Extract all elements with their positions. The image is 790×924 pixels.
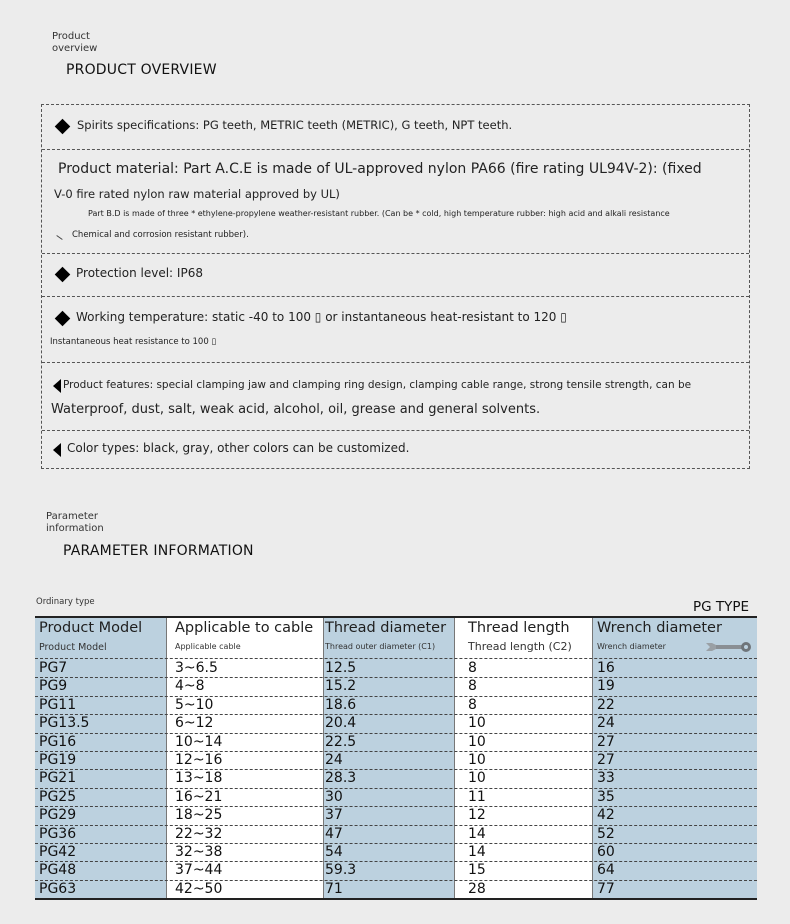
overview-divider	[42, 430, 749, 431]
row-divider	[35, 806, 757, 807]
subheader-wrench-diameter: Wrench diameter	[597, 642, 666, 651]
cell-wrench-diameter: 60	[597, 844, 615, 860]
cell-cable: 37~44	[175, 862, 223, 879]
cell-thread-diameter: 22.5	[325, 733, 357, 750]
spec-teeth-text: Spirits specifications: PG teeth, METRIC teeth (METRIC), G teeth, NPT teeth.	[77, 118, 513, 132]
cell-model: PG25	[39, 788, 77, 805]
cell-model: PG42	[39, 844, 77, 860]
row-divider	[35, 861, 757, 862]
row-divider	[35, 825, 757, 826]
cell-wrench-diameter: 27	[597, 733, 615, 750]
cell-thread-length: 8	[468, 678, 477, 695]
cell-wrench-diameter: 16	[597, 660, 615, 676]
diamond-bullet-icon	[55, 311, 71, 327]
triangle-bullet-icon	[53, 443, 61, 457]
overview-divider	[42, 149, 749, 150]
parameter-small-label: Parameter information	[46, 511, 104, 534]
cell-thread-diameter: 20.4	[325, 715, 357, 732]
cell-model: PG48	[39, 862, 77, 879]
subheader-thread-diameter: Thread outer diameter (C1)	[325, 642, 436, 651]
cell-model: PG13.5	[39, 715, 90, 732]
cell-thread-length: 14	[468, 844, 486, 860]
cell-model: PG7	[39, 660, 68, 676]
header-product-model: Product Model	[39, 620, 143, 636]
cell-thread-diameter: 24	[325, 752, 343, 768]
cell-thread-length: 11	[468, 788, 486, 805]
cell-wrench-diameter: 24	[597, 715, 615, 732]
cell-model: PG21	[39, 770, 77, 787]
tick-mark-icon	[56, 235, 62, 240]
cell-cable: 6~12	[175, 715, 214, 732]
cell-model: PG9	[39, 678, 68, 695]
cell-thread-length: 10	[468, 752, 486, 768]
cell-thread-length: 8	[468, 696, 477, 713]
row-divider	[35, 733, 757, 734]
material-line-1: Product material: Part A.C.E is made of UL-approved nylon PA66 (fire rating UL94V-2): (fixed	[58, 161, 702, 177]
cell-thread-diameter: 37	[325, 807, 343, 824]
cell-thread-length: 10	[468, 715, 486, 732]
cell-thread-length: 10	[468, 733, 486, 750]
subheader-applicable-cable: Applicable cable	[175, 642, 241, 651]
temperature-line-2: Instantaneous heat resistance to 100 ▯	[50, 337, 217, 347]
cell-thread-diameter: 30	[325, 788, 343, 805]
cell-thread-diameter: 18.6	[325, 696, 357, 713]
cell-thread-diameter: 54	[325, 844, 343, 860]
cell-wrench-diameter: 19	[597, 678, 615, 695]
wrench-icon	[706, 640, 752, 654]
cell-thread-length: 10	[468, 770, 486, 787]
overview-box	[41, 104, 750, 469]
row-divider	[35, 714, 757, 715]
cell-cable: 13~18	[175, 770, 223, 787]
material-line-3: Part B.D is made of three * ethylene-propylene weather-resistant rubber. (Can be * cold, high temperature rubber: high acid and alkali resistance	[88, 209, 670, 218]
row-divider	[35, 788, 757, 789]
cell-wrench-diameter: 33	[597, 770, 615, 787]
subheader-product-model: Product Model	[39, 642, 107, 653]
column-divider	[454, 618, 455, 898]
temperature-line-1: Working temperature: static -40 to 100 ▯ or instantaneous heat-resistant to 120 ▯	[76, 310, 567, 324]
cell-model: PG36	[39, 825, 77, 842]
features-line-2: Waterproof, dust, salt, weak acid, alcohol, oil, grease and general solvents.	[51, 402, 541, 417]
overview-divider	[42, 362, 749, 363]
column-divider	[592, 618, 593, 898]
header-thread-diameter: Thread diameter	[325, 620, 447, 636]
cell-wrench-diameter: 27	[597, 752, 615, 768]
subheader-thread-length: Thread length (C2)	[468, 640, 572, 653]
pg-type-label: PG TYPE	[693, 599, 750, 615]
header-applicable-cable: Applicable to cable	[175, 620, 314, 636]
row-divider	[35, 880, 757, 881]
cell-model: PG16	[39, 733, 77, 750]
cell-thread-diameter: 59.3	[325, 862, 357, 879]
cell-wrench-diameter: 77	[597, 880, 615, 897]
protection-level-text: Protection level: IP68	[76, 266, 203, 280]
cell-thread-diameter: 15.2	[325, 678, 357, 695]
cell-model: PG19	[39, 752, 77, 768]
cell-thread-length: 28	[468, 880, 486, 897]
cell-cable: 18~25	[175, 807, 223, 824]
cell-thread-diameter: 28.3	[325, 770, 357, 787]
cell-cable: 10~14	[175, 733, 223, 750]
color-types-text: Color types: black, gray, other colors can be customized.	[67, 441, 410, 455]
cell-model: PG63	[39, 880, 77, 897]
cell-wrench-diameter: 42	[597, 807, 615, 824]
row-divider	[35, 696, 757, 697]
cell-cable: 4~8	[175, 678, 205, 695]
cell-wrench-diameter: 64	[597, 862, 615, 879]
cell-wrench-diameter: 22	[597, 696, 615, 713]
triangle-bullet-icon	[53, 379, 61, 393]
overview-heading: PRODUCT OVERVIEW	[66, 62, 217, 78]
cell-thread-length: 14	[468, 825, 486, 842]
cell-thread-length: 8	[468, 660, 477, 676]
cell-cable: 42~50	[175, 880, 223, 897]
cell-wrench-diameter: 35	[597, 788, 615, 805]
cell-cable: 16~21	[175, 788, 223, 805]
row-divider	[35, 843, 757, 844]
header-wrench-diameter: Wrench diameter	[597, 620, 722, 636]
cell-model: PG29	[39, 807, 77, 824]
cell-thread-diameter: 71	[325, 880, 343, 897]
cell-cable: 22~32	[175, 825, 223, 842]
column-divider	[166, 618, 167, 898]
row-divider	[35, 677, 757, 678]
parameter-table	[35, 616, 757, 900]
material-line-2: V-0 fire rated nylon raw material approved by UL)	[54, 187, 340, 201]
cell-wrench-diameter: 52	[597, 825, 615, 842]
overview-small-label: Product overview	[52, 31, 98, 54]
cell-model: PG11	[39, 696, 77, 713]
cell-thread-diameter: 12.5	[325, 660, 357, 676]
row-divider	[35, 769, 757, 770]
cell-cable: 12~16	[175, 752, 223, 768]
header-divider	[35, 658, 757, 659]
features-line-1: Product features: special clamping jaw and clamping ring design, clamping cable range, strong tensile strength, can be	[63, 379, 692, 391]
column-wrench-diameter	[592, 618, 757, 898]
cell-thread-length: 12	[468, 807, 486, 824]
cell-cable: 32~38	[175, 844, 223, 860]
column-divider	[323, 618, 324, 898]
diamond-bullet-icon	[55, 267, 71, 283]
row-divider	[35, 751, 757, 752]
ordinary-type-label: Ordinary type	[36, 597, 95, 607]
diamond-bullet-icon	[55, 119, 71, 135]
header-thread-length: Thread length	[468, 620, 570, 636]
material-line-4: Chemical and corrosion resistant rubber).	[72, 230, 249, 240]
overview-divider	[42, 253, 749, 254]
cell-cable: 5~10	[175, 696, 214, 713]
cell-thread-diameter: 47	[325, 825, 343, 842]
cell-cable: 3~6.5	[175, 660, 218, 676]
overview-divider	[42, 296, 749, 297]
parameter-heading: PARAMETER INFORMATION	[63, 543, 254, 559]
cell-thread-length: 15	[468, 862, 486, 879]
